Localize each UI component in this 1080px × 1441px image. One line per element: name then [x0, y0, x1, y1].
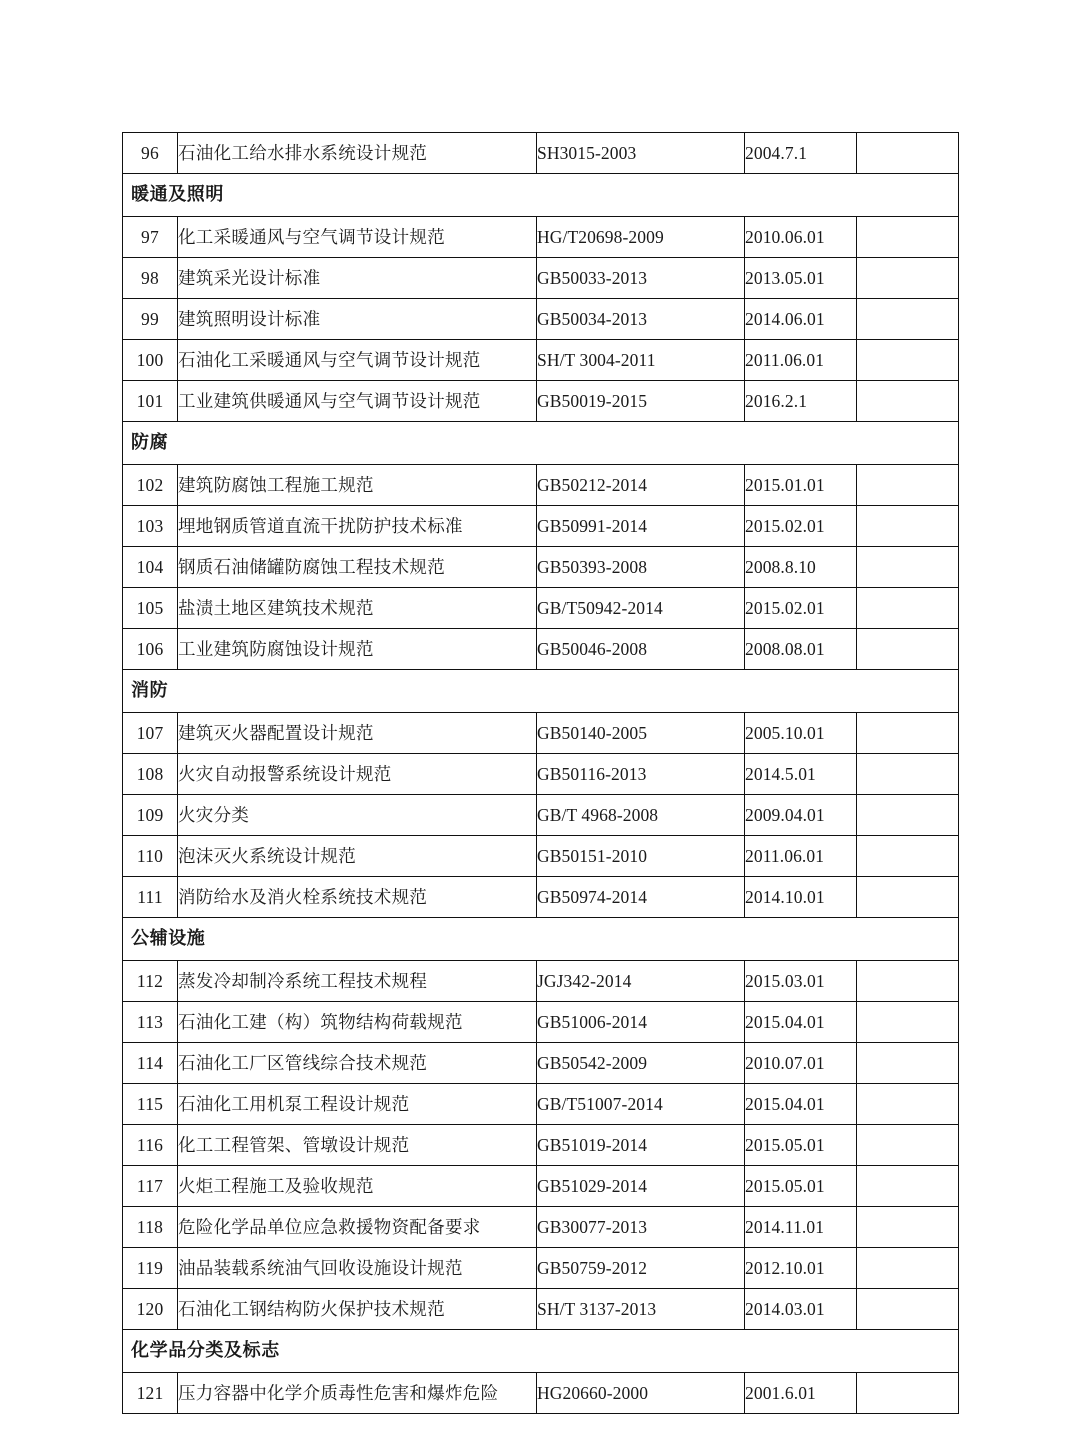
row-index-cell: 101: [123, 381, 178, 422]
effective-date-cell: 2015.01.01: [745, 465, 857, 506]
standard-name-cell: 工业建筑防腐蚀设计规范: [178, 629, 537, 670]
table-row: [123, 217, 959, 258]
effective-date-cell: 2008.8.10: [745, 547, 857, 588]
remarks-cell: [857, 340, 959, 381]
effective-date-cell: 2014.06.01: [745, 299, 857, 340]
remarks-cell: [857, 1043, 959, 1084]
row-index-cell: 110: [123, 836, 178, 877]
row-index-cell: 97: [123, 217, 178, 258]
standard-name-cell: 火灾分类: [178, 795, 537, 836]
standard-name-cell: 蒸发冷却制冷系统工程技术规程: [178, 961, 537, 1002]
remarks-cell: [857, 133, 959, 174]
standard-code-cell: GB50759-2012: [537, 1248, 745, 1289]
row-index-cell: 100: [123, 340, 178, 381]
standard-name-cell: 石油化工给水排水系统设计规范: [178, 133, 537, 174]
effective-date-cell: 2014.10.01: [745, 877, 857, 918]
standard-name-cell: 油品装载系统油气回收设施设计规范: [178, 1248, 537, 1289]
remarks-cell: [857, 506, 959, 547]
effective-date-cell: 2010.06.01: [745, 217, 857, 258]
standard-code-cell: SH3015-2003: [537, 133, 745, 174]
section-header-row: [123, 918, 959, 961]
effective-date-cell: 2014.5.01: [745, 754, 857, 795]
remarks-cell: [857, 588, 959, 629]
table-row: [123, 877, 959, 918]
row-index-cell: 108: [123, 754, 178, 795]
table-row: [123, 465, 959, 506]
standard-code-cell: GB51029-2014: [537, 1166, 745, 1207]
standard-code-cell: GB50974-2014: [537, 877, 745, 918]
standard-name-cell: 埋地钢质管道直流干扰防护技术标准: [178, 506, 537, 547]
row-index-cell: 119: [123, 1248, 178, 1289]
remarks-cell: [857, 465, 959, 506]
table-row: [123, 1125, 959, 1166]
standard-name-cell: 火灾自动报警系统设计规范: [178, 754, 537, 795]
effective-date-cell: 2008.08.01: [745, 629, 857, 670]
row-index-cell: 121: [123, 1373, 178, 1414]
row-index-cell: 116: [123, 1125, 178, 1166]
standard-name-cell: 石油化工用机泵工程设计规范: [178, 1084, 537, 1125]
remarks-cell: [857, 547, 959, 588]
section-header-label: 公辅设施: [123, 918, 959, 961]
standard-code-cell: GB50393-2008: [537, 547, 745, 588]
remarks-cell: [857, 1248, 959, 1289]
remarks-cell: [857, 961, 959, 1002]
remarks-cell: [857, 1166, 959, 1207]
row-index-cell: 103: [123, 506, 178, 547]
remarks-cell: [857, 754, 959, 795]
section-header-label: 消防: [123, 670, 959, 713]
remarks-cell: [857, 258, 959, 299]
row-index-cell: 102: [123, 465, 178, 506]
standard-name-cell: 化工采暖通风与空气调节设计规范: [178, 217, 537, 258]
section-header-row: [123, 174, 959, 217]
standard-code-cell: GB/T 4968-2008: [537, 795, 745, 836]
table-row: [123, 588, 959, 629]
table-row: [123, 713, 959, 754]
standards-table-container: [122, 132, 958, 1414]
effective-date-cell: 2014.11.01: [745, 1207, 857, 1248]
standard-code-cell: GB51019-2014: [537, 1125, 745, 1166]
remarks-cell: [857, 381, 959, 422]
table-row: [123, 547, 959, 588]
standard-name-cell: 钢质石油储罐防腐蚀工程技术规范: [178, 547, 537, 588]
standard-code-cell: GB50140-2005: [537, 713, 745, 754]
remarks-cell: [857, 713, 959, 754]
effective-date-cell: 2015.03.01: [745, 961, 857, 1002]
effective-date-cell: 2011.06.01: [745, 340, 857, 381]
row-index-cell: 115: [123, 1084, 178, 1125]
remarks-cell: [857, 1125, 959, 1166]
remarks-cell: [857, 1002, 959, 1043]
standard-code-cell: GB/T50942-2014: [537, 588, 745, 629]
standards-table-body: [123, 133, 959, 1414]
remarks-cell: [857, 299, 959, 340]
standard-code-cell: JGJ342-2014: [537, 961, 745, 1002]
row-index-cell: 105: [123, 588, 178, 629]
standard-name-cell: 建筑采光设计标准: [178, 258, 537, 299]
row-index-cell: 106: [123, 629, 178, 670]
remarks-cell: [857, 217, 959, 258]
table-row: [123, 1166, 959, 1207]
row-index-cell: 114: [123, 1043, 178, 1084]
table-row: [123, 1207, 959, 1248]
row-index-cell: 104: [123, 547, 178, 588]
standard-name-cell: 盐渍土地区建筑技术规范: [178, 588, 537, 629]
standard-name-cell: 石油化工采暖通风与空气调节设计规范: [178, 340, 537, 381]
row-index-cell: 99: [123, 299, 178, 340]
effective-date-cell: 2015.02.01: [745, 506, 857, 547]
standard-name-cell: 危险化学品单位应急救援物资配备要求: [178, 1207, 537, 1248]
section-header-row: [123, 670, 959, 713]
table-row: [123, 506, 959, 547]
standard-name-cell: 消防给水及消火栓系统技术规范: [178, 877, 537, 918]
section-header-row: [123, 1330, 959, 1373]
effective-date-cell: 2014.03.01: [745, 1289, 857, 1330]
table-row: [123, 1373, 959, 1414]
table-row: [123, 629, 959, 670]
table-row: [123, 1002, 959, 1043]
standard-code-cell: GB50034-2013: [537, 299, 745, 340]
table-row: [123, 258, 959, 299]
effective-date-cell: 2004.7.1: [745, 133, 857, 174]
remarks-cell: [857, 836, 959, 877]
standard-name-cell: 工业建筑供暖通风与空气调节设计规范: [178, 381, 537, 422]
row-index-cell: 111: [123, 877, 178, 918]
row-index-cell: 96: [123, 133, 178, 174]
effective-date-cell: 2015.04.01: [745, 1002, 857, 1043]
standard-code-cell: GB50116-2013: [537, 754, 745, 795]
row-index-cell: 118: [123, 1207, 178, 1248]
standard-name-cell: 石油化工建（构）筑物结构荷载规范: [178, 1002, 537, 1043]
effective-date-cell: 2015.02.01: [745, 588, 857, 629]
standard-code-cell: GB50046-2008: [537, 629, 745, 670]
table-row: [123, 133, 959, 174]
row-index-cell: 113: [123, 1002, 178, 1043]
standard-code-cell: GB50019-2015: [537, 381, 745, 422]
table-row: [123, 340, 959, 381]
row-index-cell: 107: [123, 713, 178, 754]
standard-code-cell: GB/T51007-2014: [537, 1084, 745, 1125]
standard-code-cell: GB50033-2013: [537, 258, 745, 299]
standard-name-cell: 石油化工厂区管线综合技术规范: [178, 1043, 537, 1084]
table-row: [123, 795, 959, 836]
effective-date-cell: 2010.07.01: [745, 1043, 857, 1084]
standard-name-cell: 建筑防腐蚀工程施工规范: [178, 465, 537, 506]
remarks-cell: [857, 877, 959, 918]
standard-name-cell: 建筑灭火器配置设计规范: [178, 713, 537, 754]
remarks-cell: [857, 1207, 959, 1248]
effective-date-cell: 2001.6.01: [745, 1373, 857, 1414]
standard-name-cell: 压力容器中化学介质毒性危害和爆炸危险: [178, 1373, 537, 1414]
table-row: [123, 1084, 959, 1125]
standard-code-cell: HG/T20698-2009: [537, 217, 745, 258]
section-header-label: 暖通及照明: [123, 174, 959, 217]
standard-code-cell: GB50991-2014: [537, 506, 745, 547]
row-index-cell: 112: [123, 961, 178, 1002]
standard-code-cell: HG20660-2000: [537, 1373, 745, 1414]
effective-date-cell: 2015.05.01: [745, 1125, 857, 1166]
effective-date-cell: 2013.05.01: [745, 258, 857, 299]
table-row: [123, 836, 959, 877]
standard-code-cell: GB30077-2013: [537, 1207, 745, 1248]
table-row: [123, 1248, 959, 1289]
table-row: [123, 754, 959, 795]
row-index-cell: 98: [123, 258, 178, 299]
section-header-label: 防腐: [123, 422, 959, 465]
table-row: [123, 1043, 959, 1084]
table-row: [123, 299, 959, 340]
effective-date-cell: 2012.10.01: [745, 1248, 857, 1289]
row-index-cell: 120: [123, 1289, 178, 1330]
standards-table: [122, 132, 959, 1414]
effective-date-cell: 2005.10.01: [745, 713, 857, 754]
standard-code-cell: GB50212-2014: [537, 465, 745, 506]
table-row: [123, 961, 959, 1002]
row-index-cell: 109: [123, 795, 178, 836]
table-row: [123, 1289, 959, 1330]
standard-code-cell: SH/T 3137-2013: [537, 1289, 745, 1330]
standard-code-cell: SH/T 3004-2011: [537, 340, 745, 381]
effective-date-cell: 2016.2.1: [745, 381, 857, 422]
table-row: [123, 381, 959, 422]
standard-name-cell: 石油化工钢结构防火保护技术规范: [178, 1289, 537, 1330]
section-header-label: 化学品分类及标志: [123, 1330, 959, 1373]
standard-name-cell: 化工工程管架、管墩设计规范: [178, 1125, 537, 1166]
remarks-cell: [857, 795, 959, 836]
standard-name-cell: 建筑照明设计标准: [178, 299, 537, 340]
effective-date-cell: 2009.04.01: [745, 795, 857, 836]
standard-name-cell: 火炬工程施工及验收规范: [178, 1166, 537, 1207]
remarks-cell: [857, 1084, 959, 1125]
effective-date-cell: 2011.06.01: [745, 836, 857, 877]
section-header-row: [123, 422, 959, 465]
effective-date-cell: 2015.05.01: [745, 1166, 857, 1207]
standard-code-cell: GB51006-2014: [537, 1002, 745, 1043]
remarks-cell: [857, 1373, 959, 1414]
standard-name-cell: 泡沫灭火系统设计规范: [178, 836, 537, 877]
standard-code-cell: GB50151-2010: [537, 836, 745, 877]
effective-date-cell: 2015.04.01: [745, 1084, 857, 1125]
standard-code-cell: GB50542-2009: [537, 1043, 745, 1084]
remarks-cell: [857, 629, 959, 670]
row-index-cell: 117: [123, 1166, 178, 1207]
remarks-cell: [857, 1289, 959, 1330]
